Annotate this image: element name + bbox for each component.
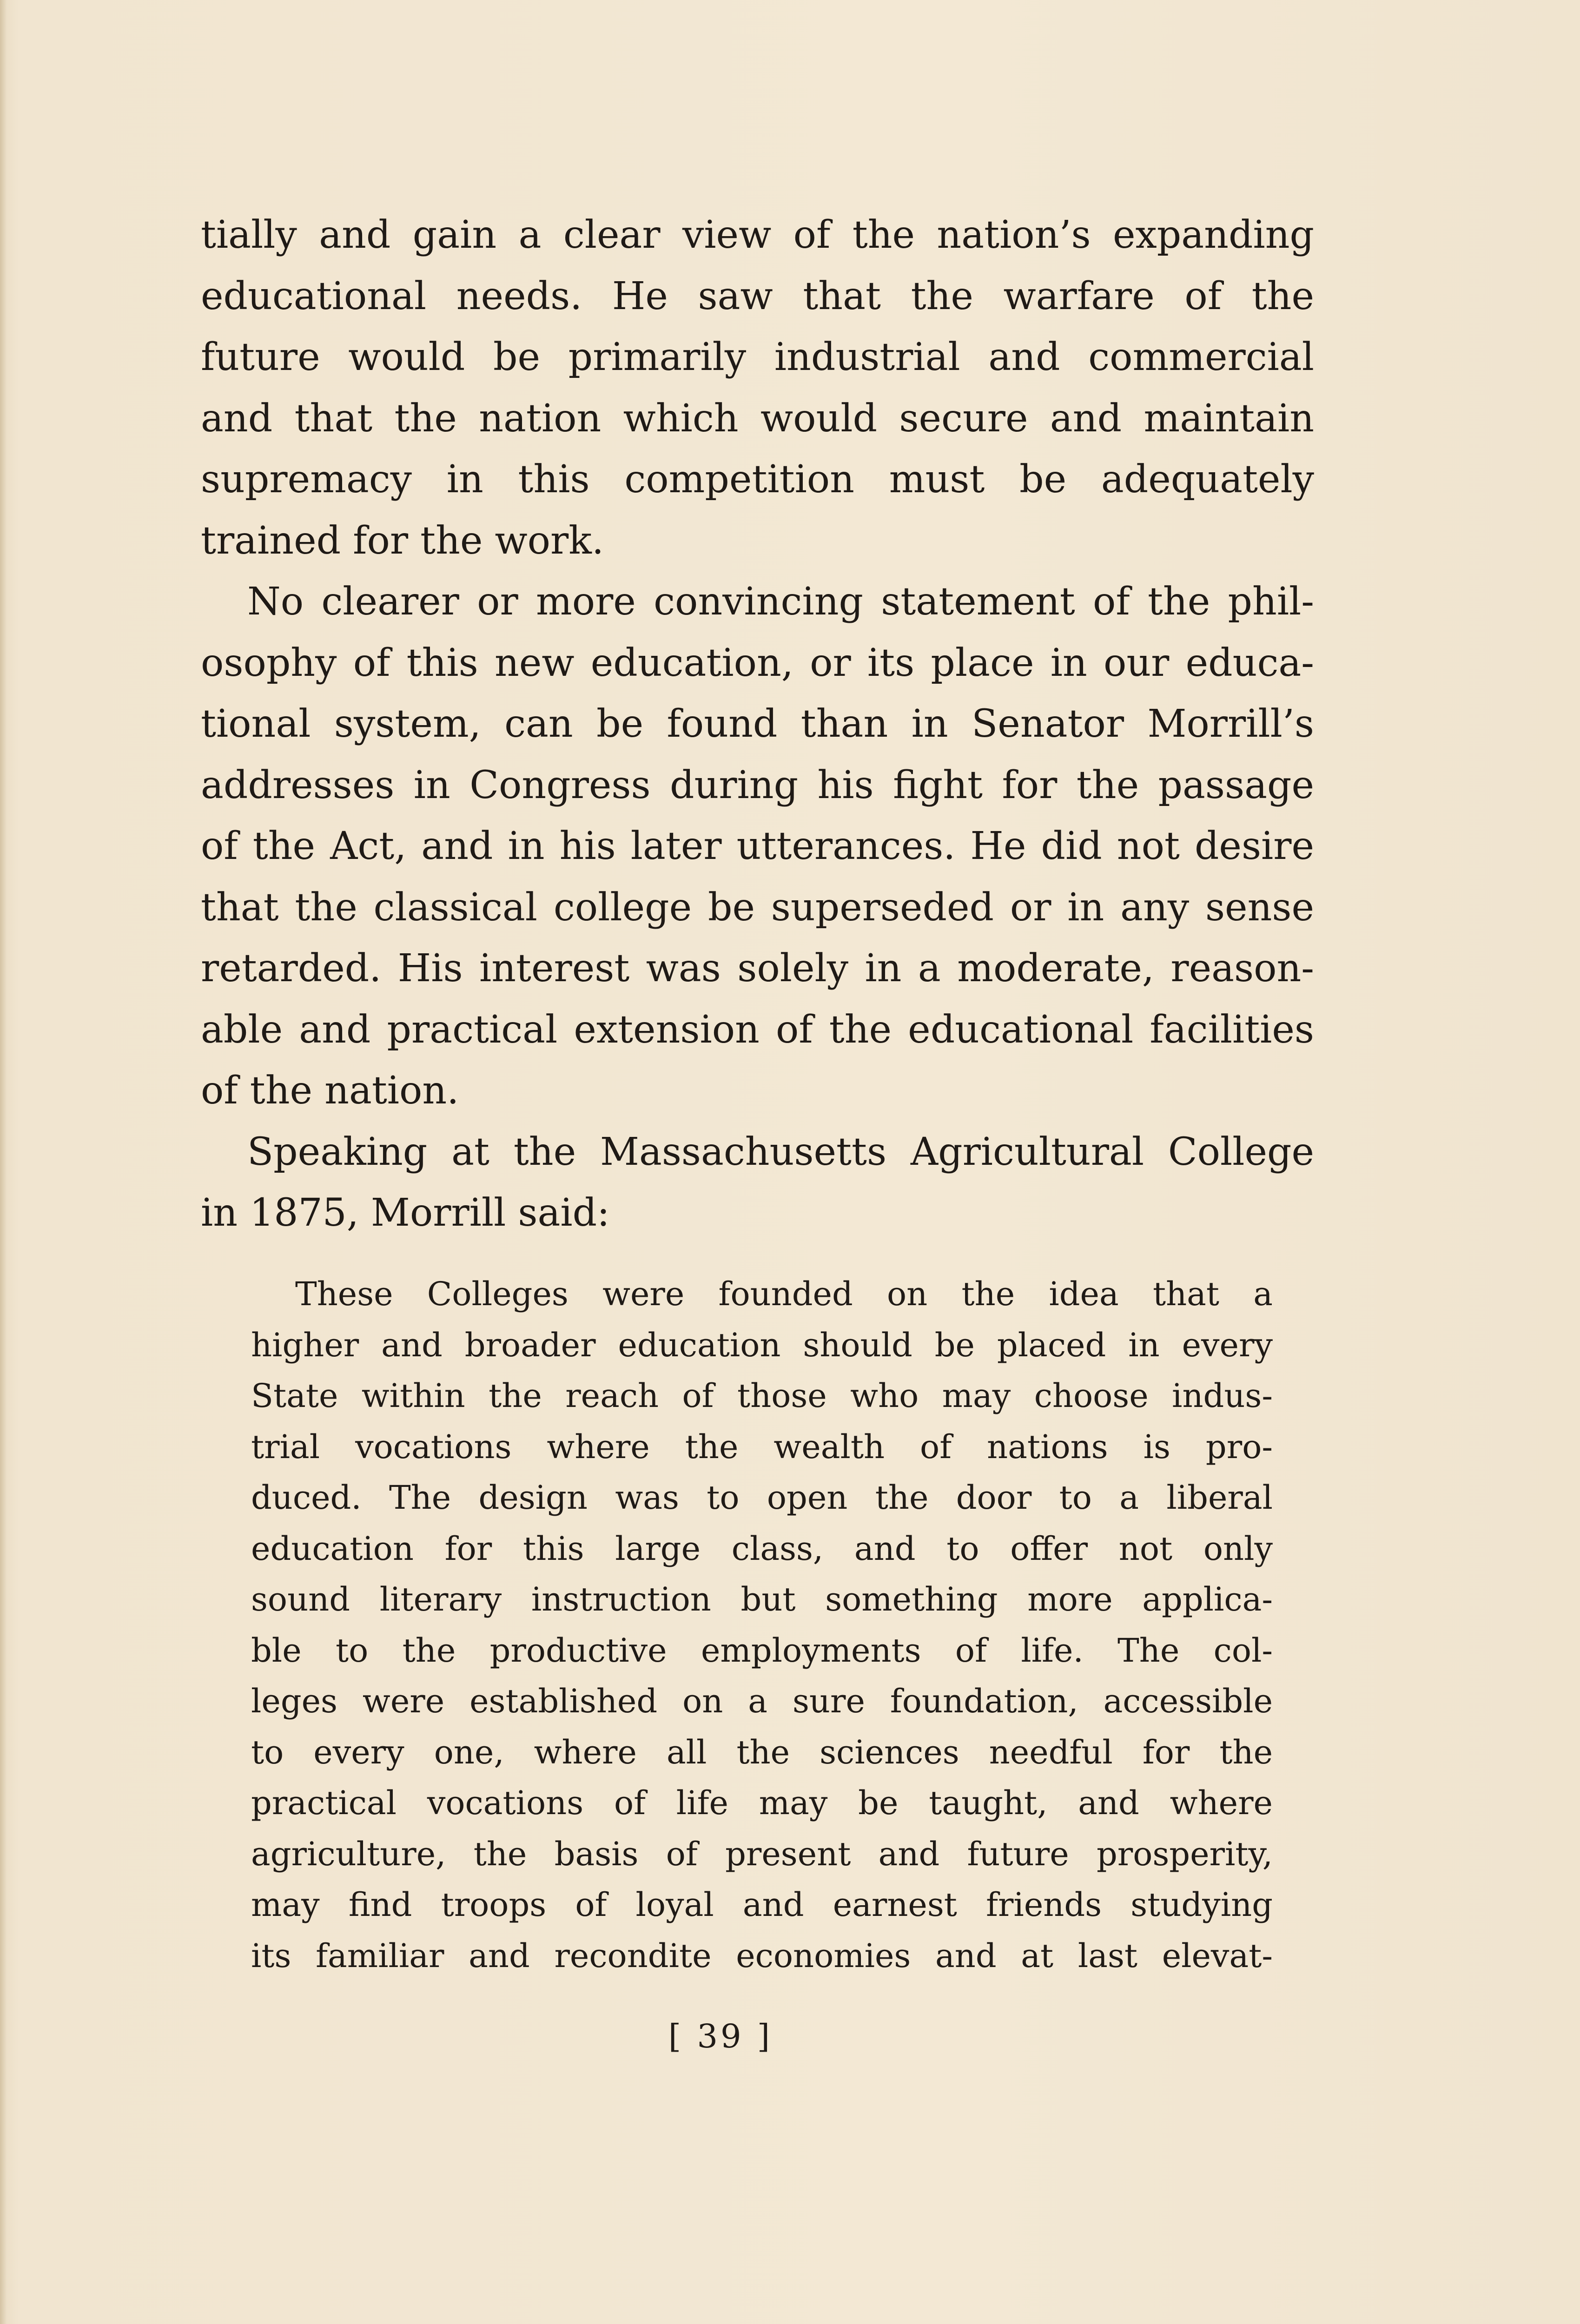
text-line: of the Act, and in his later utterances. He did not desire — [201, 824, 1314, 868]
text-line: able and practical extension of the educational facilities — [201, 1007, 1314, 1052]
quote-line: practical vocations of life may be taught, and where — [251, 1784, 1273, 1822]
quote-line: its familiar and recondite economies and at last elevat- — [251, 1936, 1273, 1975]
text-line: Speaking at the Massachusetts Agricultural College — [247, 1129, 1314, 1174]
quote-line: leges were established on a sure foundation, accessible — [251, 1682, 1273, 1720]
quote-line: State within the reach of those who may choose indus- — [251, 1377, 1273, 1415]
page-gutter-edge — [0, 0, 7, 2324]
text-line: osophy of this new education, or its place in our educa- — [201, 640, 1314, 685]
text-line: supremacy in this competition must be adequately — [201, 457, 1314, 502]
quote-line: trial vocations where the wealth of nations is pro- — [251, 1427, 1273, 1466]
text-line: retarded. His interest was solely in a moderate, reason- — [201, 946, 1314, 990]
text-line: tially and gain a clear view of the nation’s expanding — [201, 213, 1314, 257]
text-line: educational needs. He saw that the warfare of the — [201, 274, 1314, 318]
quote-line: duced. The design was to open the door to a liberal — [251, 1479, 1273, 1517]
text-line: in 1875, Morrill said: — [201, 1191, 610, 1235]
paragraph-2 — [201, 571, 1314, 1122]
text-line: trained for the work. — [201, 518, 604, 563]
quote-line: may find troops of loyal and earnest friends studying — [251, 1886, 1273, 1924]
paragraph-3 — [201, 1122, 1314, 1244]
quote-line: These Colleges were founded on the idea that a — [295, 1275, 1273, 1313]
text-line: of the nation. — [201, 1069, 459, 1113]
quote-line: ble to the productive employments of life. The col- — [251, 1631, 1273, 1670]
text-line: that the classical college be superseded or in any sense — [201, 885, 1314, 930]
page-number: [ 39 ] — [668, 2017, 773, 2055]
text-line: addresses in Congress during his fight for the passage — [201, 763, 1314, 807]
text-line: No clearer or more convincing statement of the phil- — [247, 580, 1314, 624]
quote-line: sound literary instruction but something more applica- — [251, 1580, 1273, 1618]
text-line: and that the nation which would secure and maintain — [201, 396, 1314, 441]
quote-line: higher and broader education should be placed in every — [251, 1326, 1273, 1364]
quote-line: agriculture, the basis of present and future prosperity, — [251, 1835, 1273, 1873]
quote-line: to every one, where all the sciences needful for the — [251, 1733, 1273, 1771]
paragraph-1 — [201, 205, 1314, 571]
quote-line: education for this large class, and to offer not only — [251, 1529, 1273, 1568]
text-line: tional system, can be found than in Senator Morrill’s — [201, 702, 1314, 746]
body-text — [201, 205, 1314, 1244]
block-quote — [251, 1269, 1273, 1981]
text-line: future would be primarily industrial and commercial — [201, 335, 1314, 379]
